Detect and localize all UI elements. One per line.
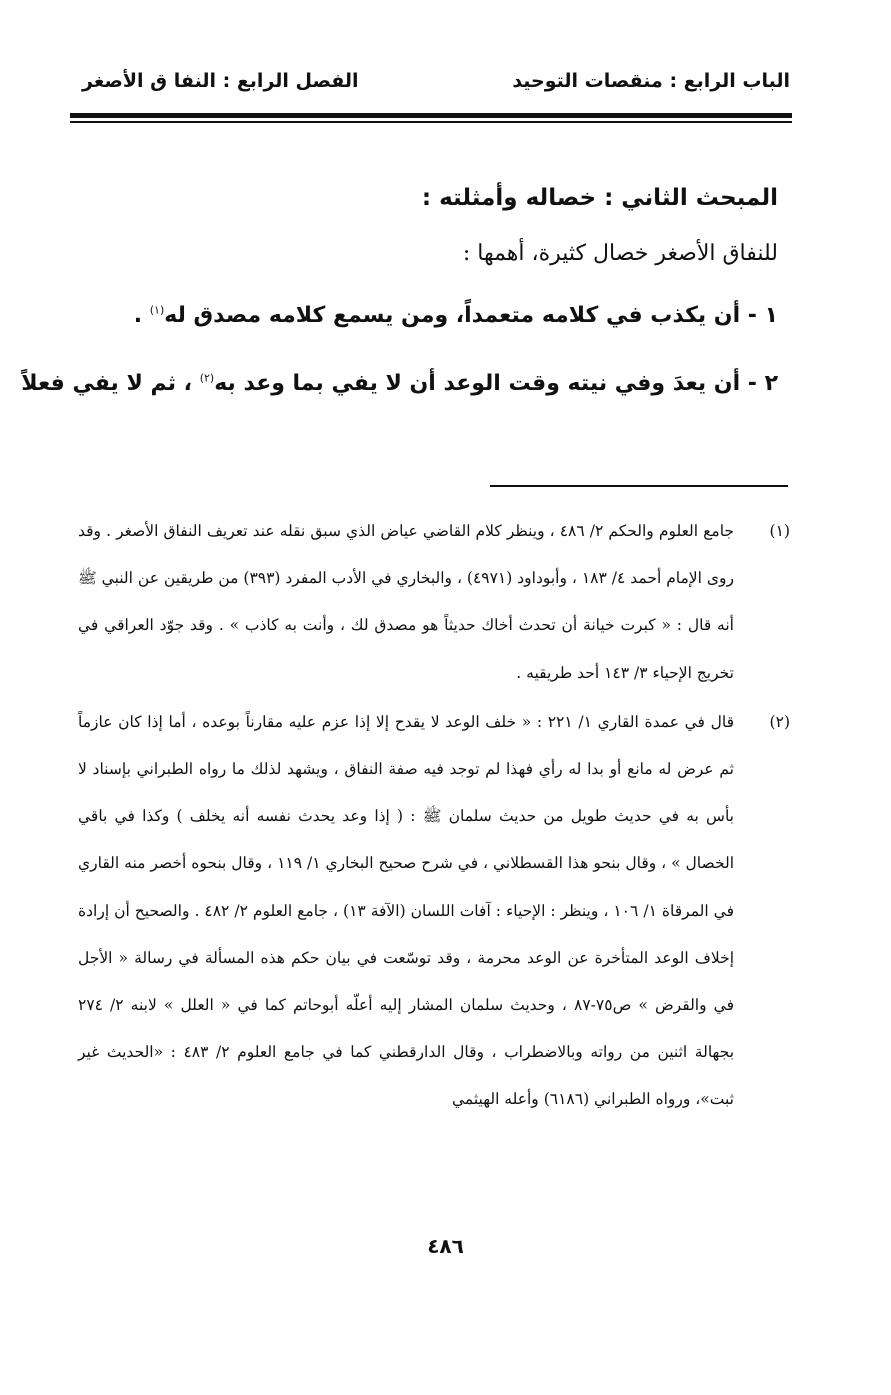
main-text (21, 176, 778, 430)
chapter-title: الباب الرابع : منقصات التوحيد (512, 70, 790, 92)
footnote-ref-1[interactable]: (١) (149, 303, 165, 317)
page-number: ٤٨٦ (427, 1234, 464, 1258)
footnote-1 (78, 508, 790, 697)
section-title: الفصل الرابع : النفا ق الأصغر (82, 70, 359, 92)
point-2-tail: ، ثم لا يفي فعلاً (21, 371, 200, 396)
point-2-text: ٢ - أن يعدَ وفي نيته وقت الوعد أن لا يفي بما وعد به (214, 371, 778, 396)
footnote-ref-2[interactable]: (٢) (199, 371, 215, 385)
footnote-number-2: (٢) (769, 712, 790, 731)
footnote-2 (78, 699, 790, 1124)
section-heading: المبحث الثاني : خصاله وأمثلته : (421, 185, 778, 211)
point-2 (21, 362, 778, 406)
footnote-text-1: جامع العلوم والحكم ٢/ ٤٨٦ ، وينظر كلام القاضي عياض الذي سبق نقله عند تعريف النفاق الأصغر . وقد روى الإمام أحمد ٤/ ١٨٣ ، وأبوداود (٤٩٧١) ، والبخاري في الأدب المفرد (٣٩٣) من طريقين عن النبي ﷺ أنه قال : « كبرت خيانة أن تحدث أخاك حديثاً هو مصدق لك ، وأنت به كاذب » . وقد جوّد العراقي في تخريج الإحياء ٣/ ١٤٣ أحد طريقيه . (78, 522, 735, 682)
footnote-number-1: (١) (769, 522, 790, 540)
point-1 (78, 294, 778, 338)
footnotes (78, 508, 790, 1126)
point-1-tail: . (133, 303, 150, 328)
running-header (78, 66, 790, 106)
header-rule-thick (70, 113, 792, 118)
intro-line: للنفاق الأصغر خصال كثيرة، أهمها : (462, 241, 778, 266)
footnote-separator (490, 485, 788, 487)
point-1-text: ١ - أن يكذب في كلامه متعمداً، ومن يسمع كلامه مصدق له (164, 303, 778, 328)
header-rule-thin (70, 121, 792, 123)
footnote-text-2: قال في عمدة القاري ١/ ٢٢١ : « خلف الوعد لا يقدح إلا إذا عزم عليه مقارناً بوعده ، أما إذا كان عازماً ثم عرض له مانع أو بدا له رأي فهذا لم توجد فيه صفة النفاق ، ويشهد لذلك ما رواه الطبراني بإسناد لا بأس به في حديث طويل من حديث سلمان ﷺ : ( إذا وعد يحدث نفسه أنه يخلف ) وكذا في باقي الخصال » ، وقال بنحو هذا القسطلاني ، في شرح صحيح البخاري ١/ ١١٩ ، وقال بنحوه أخصر منه القاري في المرقاة ١/ ١٠٦ ، وينظر : الإحياء : آفات اللسان (الآفة ١٣) ، جامع العلوم ٢/ ٤٨٢ . والصحيح أن إرادة إخلاف الوعد المتأخرة عن الوعد محرمة ، وقد توسّعت في بيان حكم هذه المسألة في رسالة « الأجل في والقرض » ص٧٥-٨٧ ، وحديث سلمان المشار إليه أعلّه أبوحاتم كما في « العلل » لابنه ٢/ ٢٧٤ بجهالة اثنين من رواته وبالاضطراب ، وقال الدارقطني كما في جامع العلوم ٢/ ٤٨٣ : «الحديث غير ثبت»، ورواه الطبراني (٦١٨٦) وأعله الهيثمي (78, 712, 735, 1109)
